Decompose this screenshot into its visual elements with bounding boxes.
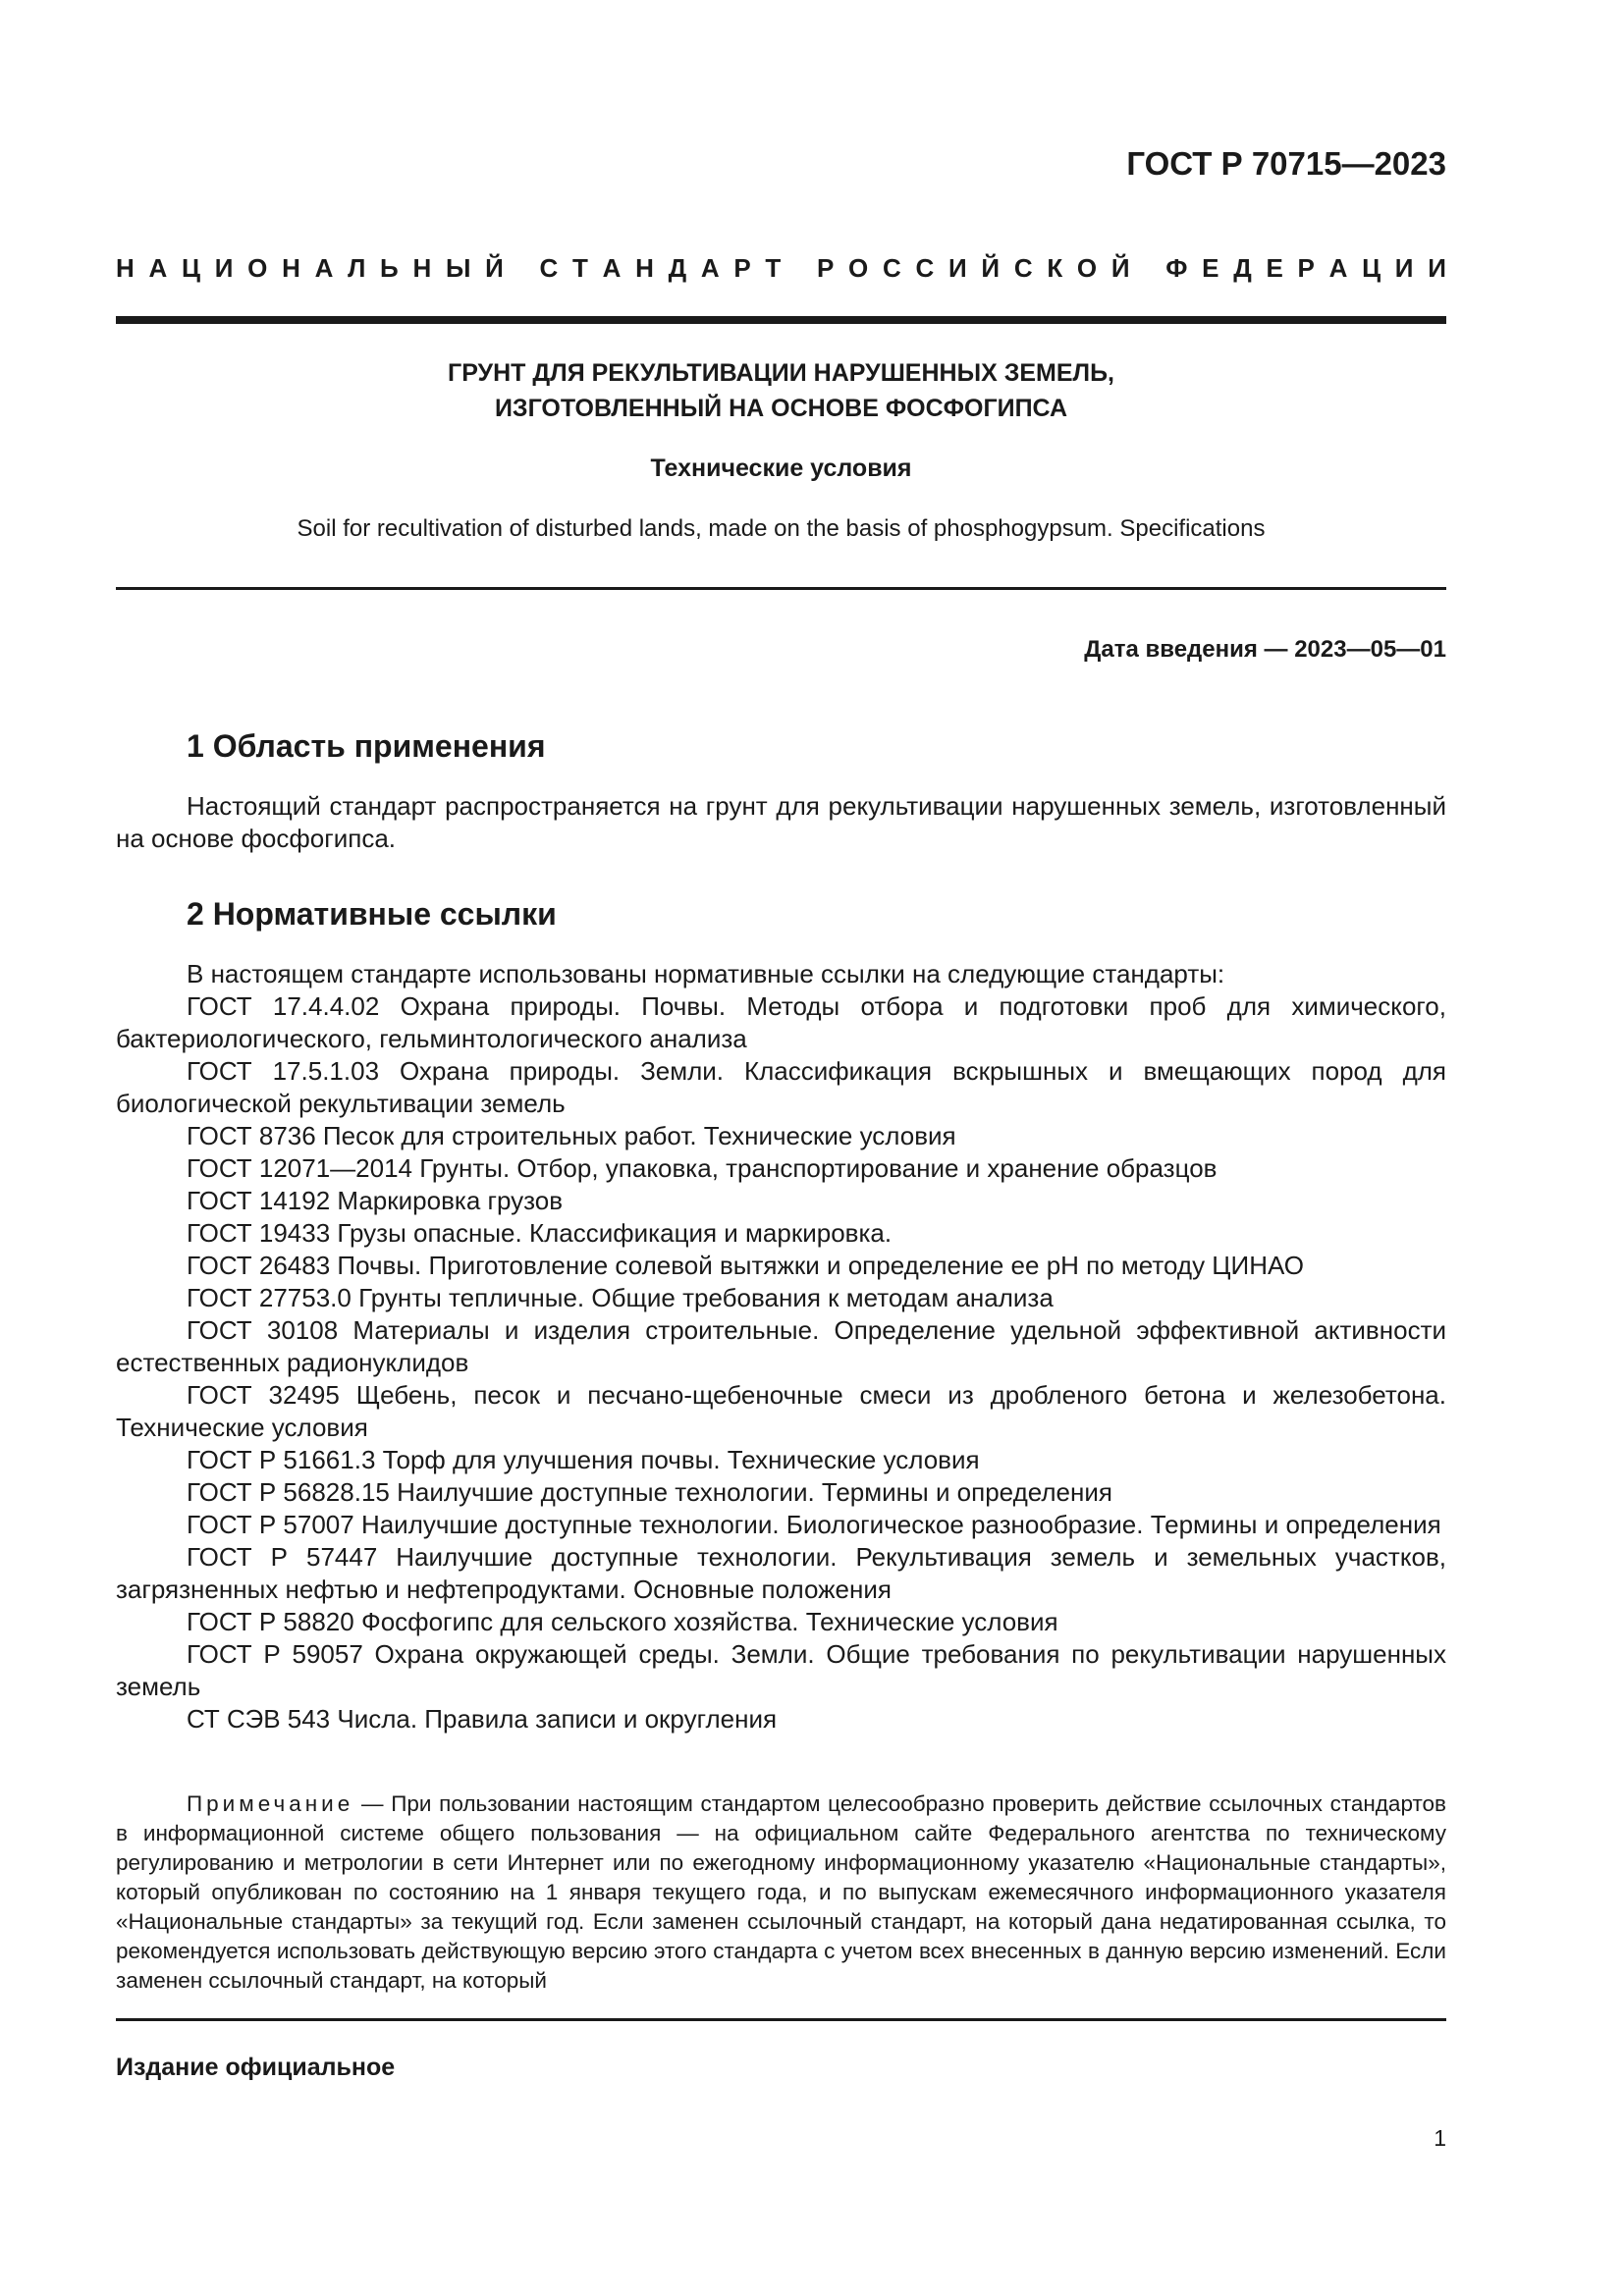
introduction-date: Дата введения — 2023—05—01 xyxy=(1084,636,1446,663)
reference-item: ГОСТ Р 51661.3 Торф для улучшения почвы. Технические условия xyxy=(187,1445,980,1474)
section-2-body xyxy=(116,958,1446,1735)
banner-letter: Д xyxy=(668,253,687,283)
reference-item: ГОСТ Р 56828.15 Наилучшие доступные технологии. Термины и определения xyxy=(187,1477,1112,1507)
banner-letter: Ф xyxy=(1165,253,1188,283)
banner-letter: Н xyxy=(412,253,432,283)
section-1-body xyxy=(116,790,1446,855)
banner-letter: С xyxy=(1013,253,1033,283)
section-1-paragraph: Настоящий стандарт распространяется на грунт для рекультивации нарушенных земель, изготовленный на основе фосфогипса. xyxy=(116,791,1446,853)
official-edition-label: Издание официальное xyxy=(116,2054,396,2081)
banner-letter: С xyxy=(915,253,935,283)
banner-letter: О xyxy=(247,253,268,283)
document-title xyxy=(116,355,1446,426)
banner-letter: Ц xyxy=(182,253,200,283)
banner-letter: Т xyxy=(572,253,588,283)
reference-item: ГОСТ 19433 Грузы опасные. Классификация и маркировка. xyxy=(187,1218,893,1248)
banner-letter: Л xyxy=(348,253,366,283)
banner-letter: А xyxy=(314,253,334,283)
reference-item: ГОСТ 17.5.1.03 Охрана природы. Земли. Классификация вскрышных и вмещающих пород для биологической рекультивации земель xyxy=(116,1056,1446,1118)
banner-letter: Н xyxy=(635,253,654,283)
section-1-heading: 1 Область применения xyxy=(187,728,546,764)
note-text: — При пользовании настоящим стандартом целесообразно проверить действие ссылочных стандартов в информационной системе общего пользования — на официальном сайте Федерального агентства по техническому регулированию и метрологии в сети Интернет или по ежегодному информационному указателю «Национальные стандарты», который опубликован по состоянию на 1 января текущего года, и по выпускам ежемесячного информационного указателя «Национальные стандарты» за текущий год. Если заменен ссылочный стандарт, на который дана недатированная ссылка, то рекомендуется использовать действующую версию этого стандарта с учетом всех внесенных в данную версию изменений. Если заменен ссылочный стандарт, на который xyxy=(116,1791,1446,1993)
banner-letter xyxy=(795,253,802,284)
banner-letter: О xyxy=(1076,253,1098,283)
banner-letter: Н xyxy=(116,253,135,283)
reference-item: ГОСТ 27753.0 Грунты тепличные. Общие требования к методам анализа xyxy=(187,1283,1054,1312)
document-number: ГОСТ Р 70715—2023 xyxy=(1126,145,1446,182)
banner-letter: Р xyxy=(1297,253,1315,283)
note-block xyxy=(116,1789,1446,1996)
banner-letter: С xyxy=(539,253,559,283)
banner-letter: Ы xyxy=(445,253,471,283)
banner-letter: А xyxy=(148,253,168,283)
banner-letter: Е xyxy=(1202,253,1219,283)
references-list xyxy=(116,990,1446,1735)
national-standard-banner xyxy=(116,253,1446,284)
banner-letter: А xyxy=(1328,253,1348,283)
section-2-heading: 2 Нормативные ссылки xyxy=(187,896,557,932)
banner-letter: И xyxy=(948,253,967,283)
banner-letter: И xyxy=(1428,253,1446,283)
banner-letter: Р xyxy=(816,253,835,283)
banner-letter: Н xyxy=(282,253,300,283)
header-divider xyxy=(116,316,1446,324)
banner-letter: А xyxy=(602,253,622,283)
reference-item: ГОСТ 17.4.4.02 Охрана природы. Почвы. Методы отбора и подготовки проб для химического, бактериологического, гельминтологического анализа xyxy=(116,991,1446,1053)
title-divider xyxy=(116,587,1446,590)
banner-letter: Е xyxy=(1266,253,1283,283)
reference-item: ГОСТ 30108 Материалы и изделия строительные. Определение удельной эффективной активности естественных радионуклидов xyxy=(116,1315,1446,1377)
title-line-2: ИЗГОТОВЛЕННЫЙ НА ОСНОВЕ ФОСФОГИПСА xyxy=(494,395,1068,422)
banner-letter: Й xyxy=(1110,253,1130,283)
banner-letter: И xyxy=(1394,253,1414,283)
banner-letter: Ц xyxy=(1362,253,1381,283)
reference-item: ГОСТ 12071—2014 Грунты. Отбор, упаковка, транспортирование и хранение образцов xyxy=(187,1153,1218,1183)
banner-letter: А xyxy=(700,253,720,283)
document-subtitle: Технические условия xyxy=(650,454,912,482)
reference-item: ГОСТ 26483 Почвы. Приготовление солевой вытяжки и определение ее pH по методу ЦИНАО xyxy=(187,1251,1304,1280)
banner-letter: О xyxy=(848,253,869,283)
banner-letter xyxy=(518,253,525,284)
reference-item: ГОСТ 8736 Песок для строительных работ. Технические условия xyxy=(187,1121,956,1150)
banner-letter: Й xyxy=(981,253,1001,283)
banner-letter: Ь xyxy=(380,253,399,283)
reference-item: ГОСТ Р 58820 Фосфогипс для сельского хозяйства. Технические условия xyxy=(187,1607,1058,1636)
english-title: Soil for recultivation of disturbed lands, made on the basis of phosphogypsum. Specifications xyxy=(297,515,1266,542)
banner-letter: Д xyxy=(1233,253,1252,283)
section-2-intro: В настоящем стандарте использованы нормативные ссылки на следующие стандарты: xyxy=(187,959,1225,988)
reference-item: ГОСТ 32495 Щебень, песок и песчано-щебеночные смеси из дробленого бетона и железобетона. Технические условия xyxy=(116,1380,1446,1442)
banner-letter: Й xyxy=(485,253,504,283)
footer-divider xyxy=(116,2018,1446,2021)
title-line-1: ГРУНТ ДЛЯ РЕКУЛЬТИВАЦИИ НАРУШЕННЫХ ЗЕМЕЛЬ, xyxy=(448,359,1114,387)
banner-letter: Т xyxy=(765,253,782,283)
banner-letter: Р xyxy=(733,253,751,283)
banner-letter: С xyxy=(883,253,901,283)
banner-letter: И xyxy=(214,253,234,283)
banner-letter xyxy=(1144,253,1151,284)
reference-item: ГОСТ 14192 Маркировка грузов xyxy=(187,1186,564,1215)
reference-item: ГОСТ Р 57447 Наилучшие доступные технологии. Рекультивация земель и земельных участков, загрязненных нефтью и нефтепродуктами. Основные положения xyxy=(116,1542,1446,1604)
reference-item: ГОСТ Р 59057 Охрана окружающей среды. Земли. Общие требования по рекультивации нарушенных земель xyxy=(116,1639,1446,1701)
banner-letter: К xyxy=(1047,253,1063,283)
reference-item: СТ СЭВ 543 Числа. Правила записи и округления xyxy=(187,1704,778,1734)
page-number: 1 xyxy=(1434,2125,1446,2151)
reference-item: ГОСТ Р 57007 Наилучшие доступные технологии. Биологическое разнообразие. Термины и определения xyxy=(187,1510,1441,1539)
note-label: Примечание xyxy=(187,1791,354,1816)
